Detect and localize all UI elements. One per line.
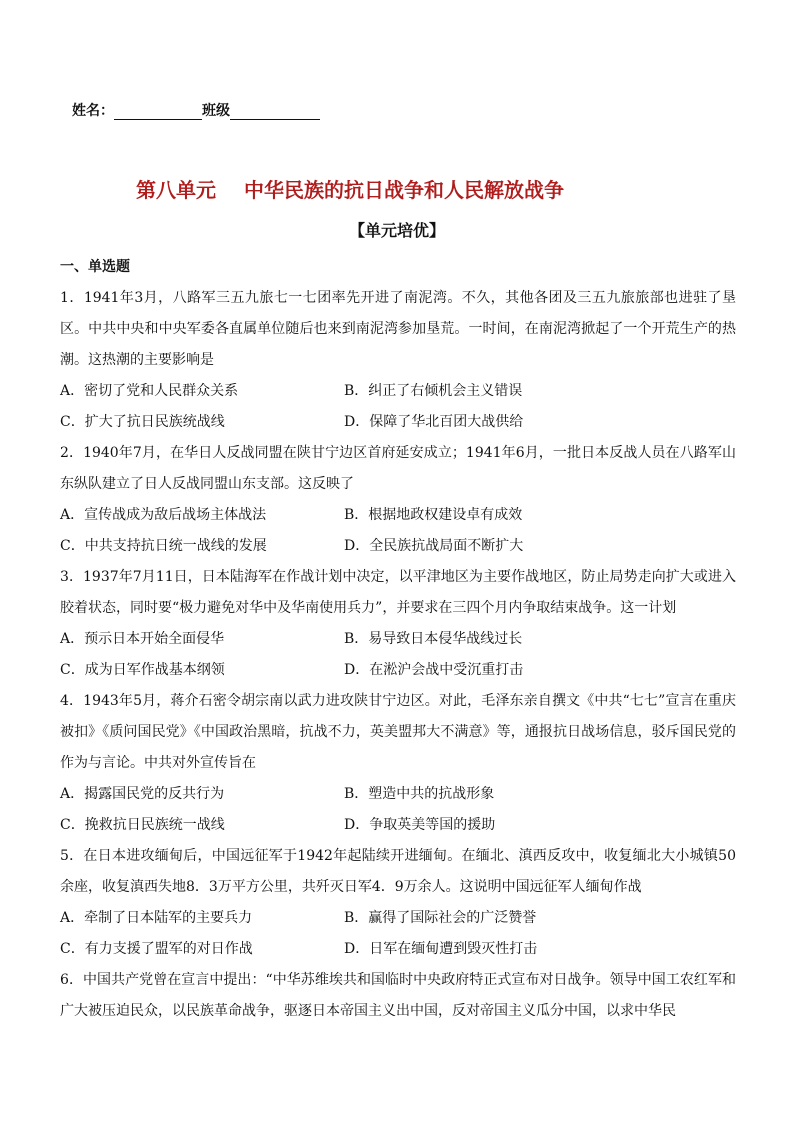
option-d[interactable]: D．全民族抗战局面不断扩大: [344, 538, 524, 554]
option-group: [60, 903, 736, 965]
option-a[interactable]: A．宣传战成为敌后战场主体战法: [60, 507, 267, 523]
option-c[interactable]: C．有力支援了盟军的对日作战: [60, 941, 253, 957]
page-subtitle: 【单元培优】: [348, 221, 445, 240]
option-b[interactable]: B．纠正了右倾机会主义错误: [344, 383, 523, 399]
question-item: [60, 965, 736, 1027]
option-b[interactable]: B．易导致日本侵华战线过长: [344, 631, 523, 647]
question-list: [60, 283, 736, 1027]
question-item: [60, 438, 736, 562]
question-stem: 4．1943年5月，蒋介石密令胡宗南以武力进攻陕甘宁边区。对此，毛泽东亲自撰文《中共“七七”宣言在重庆被扣》《质问国民党》《中国政治黑暗，抗战不力，英美盟邦大不满意》等，通报抗日战场信息，驳斥国民党的作为与言论。中共对外宣传旨在: [60, 693, 736, 771]
question-item: [60, 283, 736, 438]
option-a[interactable]: A．密切了党和人民群众关系: [60, 383, 239, 399]
class-label: 班级: [202, 103, 230, 119]
question-stem: 5．在日本进攻缅甸后，中国远征军于1942年起陆续开进缅甸。在缅北、滇西反攻中，收复缅北大小城镇50余座，收复滇西失地8．3万平方公里，共歼灭日军4．9万余人。这说明中国远征军人缅甸作战: [60, 848, 736, 895]
option-group: [60, 779, 736, 841]
option-a[interactable]: A．预示日本开始全面侵华: [60, 631, 225, 647]
unit-title: [136, 174, 564, 203]
question-item: [60, 841, 736, 965]
option-d[interactable]: D．在淞沪会战中受沉重打击: [344, 662, 524, 678]
option-c[interactable]: C．扩大了抗日民族统战线: [60, 414, 225, 430]
option-d[interactable]: D．争取英美等国的援助: [344, 817, 496, 833]
option-group: [60, 500, 736, 562]
option-b[interactable]: B．根据地政权建设卓有成效: [344, 507, 523, 523]
unit-name: 中华民族的抗日战争和人民解放战争: [244, 178, 564, 202]
question-stem: 2．1940年7月，在华日人反战同盟在陕甘宁边区首府延安成立；1941年6月，一批日本反战人员在八路军山东纵队建立了日人反战同盟山东支部。这反映了: [60, 445, 736, 492]
section-title: 一、单选题: [60, 259, 130, 275]
option-c[interactable]: C．中共支持抗日统一战线的发展: [60, 538, 267, 554]
option-a[interactable]: A．牵制了日本陆军的主要兵力: [60, 910, 253, 926]
option-b[interactable]: B．赢得了国际社会的广泛赞誉: [344, 910, 537, 926]
question-item: [60, 686, 736, 841]
option-a[interactable]: A．揭露国民党的反共行为: [60, 786, 225, 802]
unit-number: 第八单元: [136, 178, 216, 202]
name-label: 姓名：: [72, 103, 114, 119]
option-d[interactable]: D．日军在缅甸遭到毁灭性打击: [344, 941, 538, 957]
class-blank[interactable]: [230, 105, 320, 120]
question-stem: 6．中国共产党曾在宣言中提出：“中华苏维埃共和国临时中央政府特正式宣布对日战争。领导中国工农红军和广大被压迫民众，以民族革命战争，驱逐日本帝国主义出中国，反对帝国主义瓜分中国，以求中华民: [60, 972, 736, 1019]
option-c[interactable]: C．挽救抗日民族统一战线: [60, 817, 225, 833]
option-c[interactable]: C．成为日军作战基本纲领: [60, 662, 225, 678]
name-blank[interactable]: [114, 105, 202, 120]
option-d[interactable]: D．保障了华北百团大战供给: [344, 414, 524, 430]
question-item: [60, 562, 736, 686]
option-group: [60, 624, 736, 686]
question-stem: 3．1937年7月11日，日本陆海军在作战计划中决定，以平津地区为主要作战地区，防止局势走向扩大或进入胶着状态，同时要“极力避免对华中及华南使用兵力”，并要求在三四个月内争取结束战争。这一计划: [60, 569, 736, 616]
student-info-line: [72, 100, 320, 120]
question-stem: 1．1941年3月，八路军三五九旅七一七团率先开进了南泥湾。不久，其他各团及三五九旅旅部也进驻了垦区。中共中央和中央军委各直属单位随后也来到南泥湾参加垦荒。一时间，在南泥湾掀起了一个开荒生产的热潮。这热潮的主要影响是: [60, 290, 736, 368]
option-b[interactable]: B．塑造中共的抗战形象: [344, 786, 495, 802]
option-group: [60, 376, 736, 438]
